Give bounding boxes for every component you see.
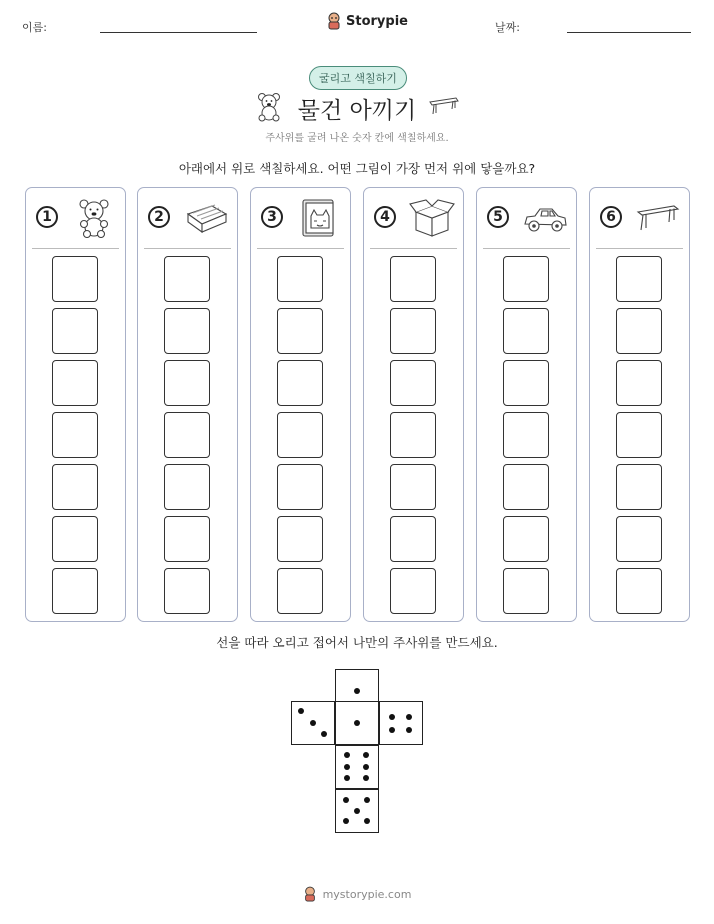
dice-pip	[389, 727, 395, 733]
color-box[interactable]	[277, 256, 323, 302]
dice-face-6	[335, 745, 379, 789]
name-line[interactable]	[100, 32, 257, 33]
date-label: 날짜:	[495, 21, 520, 34]
color-box[interactable]	[503, 308, 549, 354]
teddy-bear-icon	[70, 198, 118, 238]
color-box[interactable]	[52, 412, 98, 458]
column-number: 3	[261, 206, 283, 228]
color-box[interactable]	[616, 360, 662, 406]
dice-face-4	[379, 701, 423, 745]
dice-pip	[298, 708, 304, 714]
color-box[interactable]	[390, 256, 436, 302]
column-divider	[32, 248, 119, 249]
column-divider	[596, 248, 683, 249]
color-box[interactable]	[503, 412, 549, 458]
page-title: 물건 아끼기	[297, 98, 417, 124]
column-divider	[370, 248, 457, 249]
color-box[interactable]	[164, 464, 210, 510]
color-box[interactable]	[277, 360, 323, 406]
activity-badge: 굴리고 색칠하기	[309, 66, 407, 90]
dice-pip	[354, 688, 360, 694]
color-box[interactable]	[164, 568, 210, 614]
toy-car-icon	[521, 198, 569, 238]
color-box[interactable]	[52, 516, 98, 562]
column-number: 2	[148, 206, 170, 228]
teddy-bear-icon	[256, 92, 282, 122]
eraser-icon	[182, 198, 230, 238]
color-box[interactable]	[164, 516, 210, 562]
dice-pip	[344, 752, 350, 758]
dice-face-3	[291, 701, 335, 745]
dice-instruction: 선을 따라 오리고 접어서 나만의 주사위를 만드세요.	[216, 635, 498, 650]
footer	[0, 886, 714, 902]
column-number: 1	[36, 206, 58, 228]
color-box[interactable]	[616, 412, 662, 458]
box-icon	[408, 198, 456, 238]
dice-pip	[310, 720, 316, 726]
dice-pip	[321, 731, 327, 737]
color-box[interactable]	[503, 256, 549, 302]
footer-url[interactable]: mystorypie.com	[322, 887, 412, 901]
dice-pip	[363, 752, 369, 758]
date-line[interactable]	[567, 32, 691, 33]
race-instruction: 아래에서 위로 색칠하세요. 어떤 그림이 가장 먼저 위에 닿을까요?	[178, 161, 536, 176]
race-column-6	[589, 187, 690, 622]
color-box[interactable]	[390, 360, 436, 406]
color-box[interactable]	[277, 568, 323, 614]
color-box[interactable]	[164, 308, 210, 354]
color-box[interactable]	[390, 308, 436, 354]
color-box[interactable]	[164, 256, 210, 302]
brand-logo	[326, 12, 408, 30]
color-box[interactable]	[164, 412, 210, 458]
dice-pip	[364, 797, 370, 803]
color-box[interactable]	[616, 464, 662, 510]
color-box[interactable]	[277, 308, 323, 354]
color-box[interactable]	[390, 412, 436, 458]
color-box[interactable]	[390, 568, 436, 614]
name-label: 이름:	[22, 21, 47, 34]
color-box[interactable]	[503, 568, 549, 614]
color-box[interactable]	[52, 308, 98, 354]
color-box[interactable]	[503, 516, 549, 562]
color-box[interactable]	[390, 464, 436, 510]
column-number: 6	[600, 206, 622, 228]
bench-icon	[634, 198, 682, 238]
brand-name: Storypie	[346, 13, 408, 29]
race-column-1	[25, 187, 126, 622]
subtitle: 주사위를 굴려 나온 숫자 칸에 색칠하세요.	[265, 133, 449, 144]
dice-pip	[406, 727, 412, 733]
color-box[interactable]	[503, 464, 549, 510]
dice-pip	[364, 818, 370, 824]
column-divider	[144, 248, 231, 249]
race-column-2	[137, 187, 238, 622]
dice-pip	[389, 714, 395, 720]
dice-pip	[344, 775, 350, 781]
dice-pip	[363, 764, 369, 770]
color-box[interactable]	[616, 516, 662, 562]
dice-face-5	[335, 789, 379, 833]
color-box[interactable]	[616, 308, 662, 354]
color-box[interactable]	[277, 464, 323, 510]
color-box[interactable]	[503, 360, 549, 406]
color-box[interactable]	[390, 516, 436, 562]
color-box[interactable]	[277, 412, 323, 458]
dice-pip	[344, 764, 350, 770]
color-box[interactable]	[52, 568, 98, 614]
dice-pip	[406, 714, 412, 720]
column-number: 4	[374, 206, 396, 228]
column-divider	[257, 248, 344, 249]
dice-pip	[354, 720, 360, 726]
bench-icon	[428, 96, 460, 116]
color-box[interactable]	[164, 360, 210, 406]
color-box[interactable]	[616, 568, 662, 614]
race-column-3	[250, 187, 351, 622]
color-box[interactable]	[616, 256, 662, 302]
storypie-mascot-icon	[326, 12, 342, 30]
dice-pip	[354, 808, 360, 814]
color-box[interactable]	[52, 256, 98, 302]
color-box[interactable]	[52, 464, 98, 510]
color-box[interactable]	[52, 360, 98, 406]
dice-face-1	[335, 701, 379, 745]
color-box[interactable]	[277, 516, 323, 562]
book-icon	[295, 198, 343, 238]
storypie-mascot-icon	[303, 886, 317, 902]
race-column-4	[363, 187, 464, 622]
dice-pip	[343, 818, 349, 824]
column-number: 5	[487, 206, 509, 228]
race-column-5	[476, 187, 577, 622]
column-divider	[483, 248, 570, 249]
dice-pip	[343, 797, 349, 803]
dice-pip	[363, 775, 369, 781]
